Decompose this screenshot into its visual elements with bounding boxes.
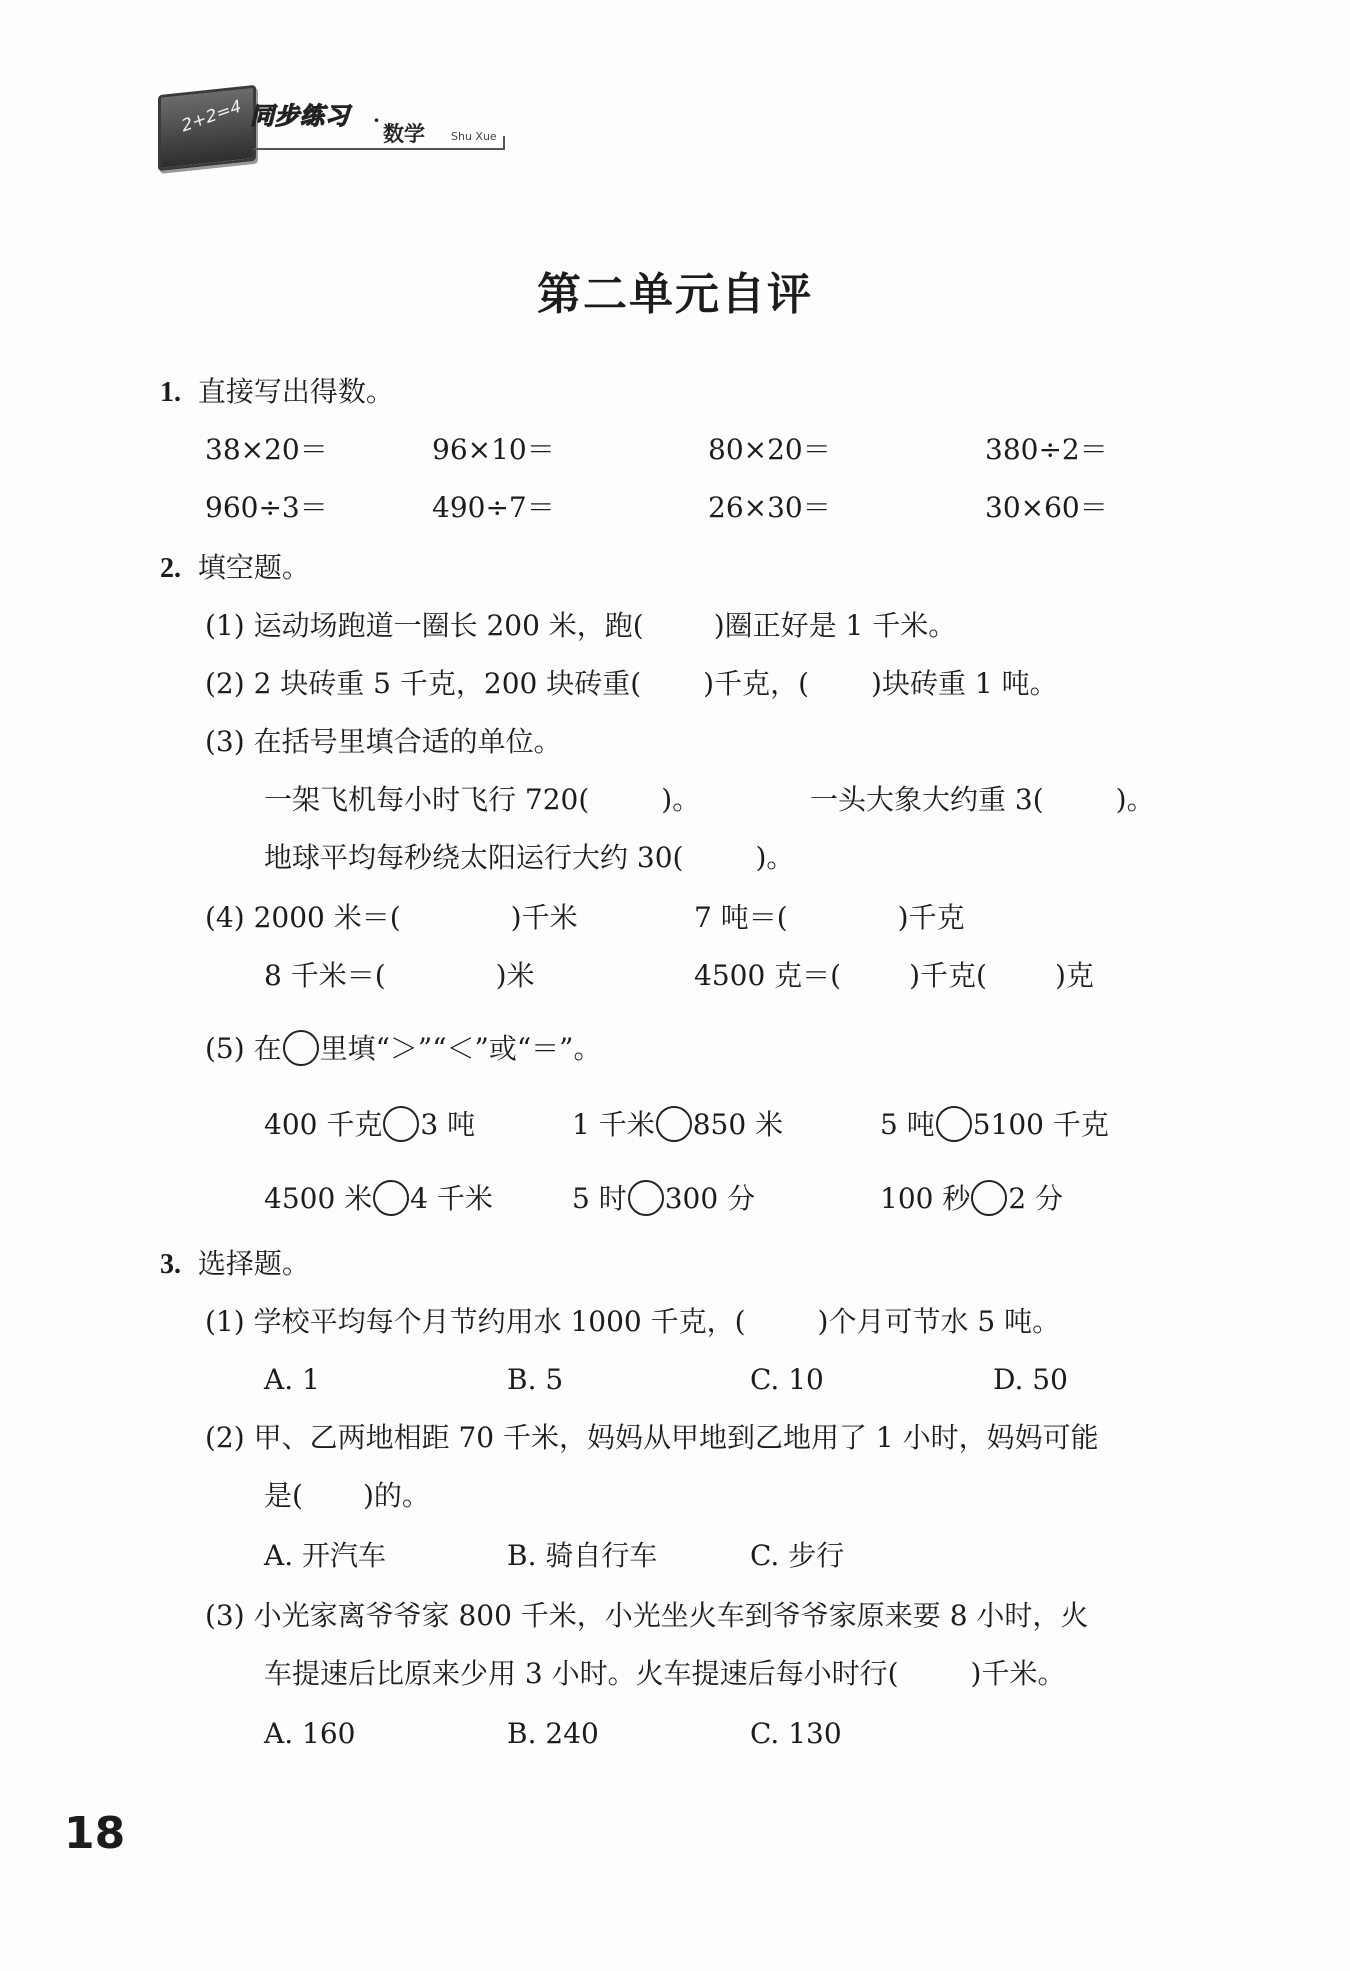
q2-part-2 — [205, 667, 1058, 700]
compare-item — [572, 1180, 755, 1216]
compare-left: 5 时 — [572, 1182, 627, 1215]
compare-item — [572, 1106, 783, 1142]
q2-part-4-item — [205, 901, 578, 934]
text-segment: (5) 在 — [205, 1032, 282, 1065]
text-segment: )千米 — [510, 901, 578, 934]
text-segment: 4500 克＝( — [694, 959, 842, 992]
q2-part-3-prompt: (3) 在括号里填合适的单位。 — [205, 725, 562, 758]
q2-part-3-item — [264, 841, 795, 874]
compare-circle-icon — [283, 1030, 319, 1066]
text-segment: )千克( — [909, 959, 987, 992]
question-2-heading — [160, 551, 310, 584]
text-segment: )圈正好是 1 千米。 — [713, 609, 957, 642]
question-number: 1. — [160, 377, 181, 408]
compare-item — [264, 1106, 475, 1142]
text-segment: (1) 学校平均每个月节约用水 1000 千克，( — [205, 1305, 746, 1338]
question-1-heading — [160, 375, 394, 408]
text-segment: )。 — [661, 783, 701, 816]
text-segment: )块砖重 1 吨。 — [871, 667, 1058, 700]
q3-part-1 — [205, 1305, 1061, 1338]
text-segment: (1) 运动场跑道一圈长 200 米，跑( — [205, 609, 644, 642]
text-segment: 是( — [264, 1479, 303, 1512]
compare-item — [880, 1106, 1109, 1142]
q2-part-3-item — [264, 783, 701, 816]
question-prompt: 选择题。 — [197, 1247, 310, 1280]
q2-part-3-item — [810, 783, 1155, 816]
text-segment: )的。 — [362, 1479, 430, 1512]
compare-right: 4 千米 — [410, 1182, 493, 1215]
q1-item: 26×30＝ — [708, 491, 831, 524]
compare-right: 300 分 — [664, 1182, 756, 1215]
compare-right: 2 分 — [1008, 1182, 1064, 1215]
text-segment: 一架飞机每小时飞行 720( — [264, 783, 590, 816]
text-segment: 一头大象大约重 3( — [810, 783, 1044, 816]
compare-circle[interactable] — [628, 1180, 664, 1216]
compare-right: 850 米 — [692, 1108, 784, 1141]
choice-option[interactable]: C. 步行 — [750, 1539, 845, 1572]
q1-item: 80×20＝ — [708, 433, 831, 466]
q1-item: 30×60＝ — [985, 491, 1108, 524]
q2-part-5-prompt — [205, 1030, 601, 1066]
q2-part-4-item — [694, 901, 965, 934]
choice-option[interactable]: C. 10 — [750, 1363, 824, 1396]
compare-item — [264, 1180, 493, 1216]
choice-option[interactable]: C. 130 — [750, 1717, 842, 1750]
text-segment: 7 吨＝( — [694, 901, 788, 934]
choice-option[interactable]: A. 1 — [264, 1363, 320, 1396]
subject-pinyin: Shu Xue — [451, 130, 497, 143]
compare-left: 100 秒 — [880, 1182, 971, 1215]
text-segment: 里填“＞”“＜”或“＝”。 — [319, 1032, 602, 1065]
header-dot: · — [373, 108, 380, 132]
compare-left: 5 吨 — [880, 1108, 935, 1141]
text-segment: )千克，( — [703, 667, 810, 700]
text-segment: 地球平均每秒绕太阳运行大约 30( — [264, 841, 684, 874]
series-title: 同步练习 — [250, 102, 350, 130]
choice-option[interactable]: A. 开汽车 — [264, 1539, 387, 1572]
page-header — [158, 78, 518, 168]
text-segment: )千克 — [897, 901, 965, 934]
subject-label: 数学 — [383, 122, 425, 146]
question-number: 3. — [160, 1249, 181, 1280]
choice-option[interactable]: B. 骑自行车 — [507, 1539, 658, 1572]
page-number: 18 — [64, 1808, 126, 1859]
header-rule-end — [503, 136, 505, 150]
text-segment: (4) 2000 米＝( — [205, 901, 401, 934]
compare-circle[interactable] — [373, 1180, 409, 1216]
compare-left: 400 千克 — [264, 1108, 383, 1141]
compare-circle[interactable] — [656, 1106, 692, 1142]
text-segment: )。 — [755, 841, 795, 874]
page-title: 第二单元自评 — [537, 269, 813, 320]
text-segment: 车提速后比原来少用 3 小时。火车提速后每小时行( — [264, 1657, 899, 1690]
text-segment: )个月可节水 5 吨。 — [817, 1305, 1061, 1338]
text-segment: )。 — [1115, 783, 1155, 816]
compare-circle[interactable] — [971, 1180, 1007, 1216]
q1-item: 380÷2＝ — [985, 433, 1108, 466]
compare-item — [880, 1180, 1063, 1216]
choice-option[interactable]: D. 50 — [993, 1363, 1068, 1396]
question-prompt: 直接写出得数。 — [197, 375, 394, 408]
compare-right: 3 吨 — [420, 1108, 476, 1141]
q2-part-4-item — [264, 959, 535, 992]
choice-option[interactable]: A. 160 — [264, 1717, 356, 1750]
q3-part-2-line1: (2) 甲、乙两地相距 70 千米，妈妈从甲地到乙地用了 1 小时，妈妈可能 — [205, 1421, 1099, 1454]
compare-left: 1 千米 — [572, 1108, 655, 1141]
compare-left: 4500 米 — [264, 1182, 373, 1215]
compare-circle[interactable] — [936, 1106, 972, 1142]
question-prompt: 填空题。 — [197, 551, 310, 584]
text-segment: (2) 2 块砖重 5 千克，200 块砖重( — [205, 667, 642, 700]
text-segment: )千米。 — [970, 1657, 1066, 1690]
q1-item: 960÷3＝ — [205, 491, 328, 524]
q1-item: 38×20＝ — [205, 433, 328, 466]
compare-right: 5100 千克 — [972, 1108, 1109, 1141]
compare-circle[interactable] — [383, 1106, 419, 1142]
question-number: 2. — [160, 553, 181, 584]
q3-part-3-line1: (3) 小光家离爷爷家 800 千米，小光坐火车到爷爷家原来要 8 小时，火 — [205, 1599, 1089, 1632]
question-3-heading — [160, 1247, 310, 1280]
choice-option[interactable]: B. 240 — [507, 1717, 599, 1750]
q2-part-1 — [205, 609, 957, 642]
text-segment: )克 — [1054, 959, 1094, 992]
q3-part-2-line2 — [264, 1479, 430, 1512]
q3-part-3-line2 — [264, 1657, 1066, 1690]
q1-item: 490÷7＝ — [432, 491, 555, 524]
q2-part-4-item — [694, 959, 1094, 992]
header-rule — [253, 148, 503, 150]
choice-option[interactable]: B. 5 — [507, 1363, 564, 1396]
text-segment: 8 千米＝( — [264, 959, 386, 992]
chalkboard-icon — [158, 85, 256, 171]
board-text: 2+2=4 — [179, 96, 244, 137]
q1-item: 96×10＝ — [432, 433, 555, 466]
text-segment: )米 — [495, 959, 535, 992]
